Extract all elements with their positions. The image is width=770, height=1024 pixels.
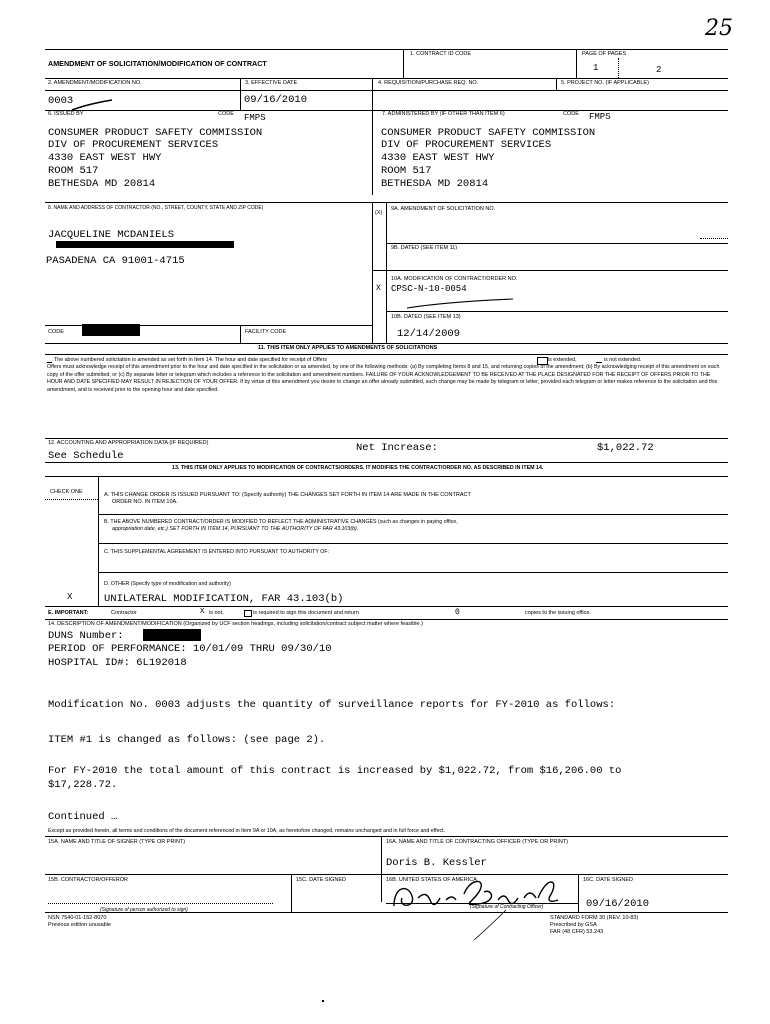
issued-by-label: 6. ISSUED BY xyxy=(48,111,84,117)
contractor-offeror-label: 15B. CONTRACTOR/OFFEROR xyxy=(48,877,128,883)
x-column-label: (X) xyxy=(375,210,383,216)
item-13a-line-1: A. THIS CHANGE ORDER IS ISSUED PURSUANT TO: (Specify authority) THE CHANGES SET FORTH IN ITEM 14 ARE MADE IN THE CONTRACT xyxy=(104,492,471,498)
facility-code-label: FACILITY CODE xyxy=(245,329,287,335)
contractor-city: PASADENA CA 91001-4715 xyxy=(46,255,185,267)
rule xyxy=(45,78,728,79)
page-count: 2 xyxy=(656,65,662,75)
divider xyxy=(291,874,292,912)
x-mark-10a: X xyxy=(376,284,381,293)
rule xyxy=(98,543,728,544)
co-name-label: 16A. NAME AND TITLE OF CONTRACTING OFFICER (TYPE OR PRINT) xyxy=(386,839,569,845)
is-not-label: is not, xyxy=(209,610,224,616)
net-increase-label: Net Increase: xyxy=(356,442,438,454)
item-11-paragraph: Offers must acknowledge receipt of this amendment prior to the hour and date specified in the solicitation or as amended, by one of the following methods: (a) By completing Items 8 and 15, and returning copies of the amendment; (b) By acknowledging receipt of this amendment on each copy of the offer submitted; or (c) By separate letter or telegram which includes a reference to the solicitation and amendment numbers. FAILURE OF YOUR ACKNOWLEDGEMENT TO BE RECEIVED AT THE PLACE DESIGNATED FOR THE RECEIPT OF OFFERS PRIOR TO THE HOUR AND DATE SPECIFIED MAY RESULT IN REJECTION OF YOUR OFFER. If by virtue of this amendment you desire to change an offer already submitted, such change may be made by telegram or letter, provided each telegram or letter makes reference to the solicitation and this amendment, and is received prior to the opening hour and date specified. xyxy=(47,364,720,393)
copies-suffix: copies to the issuing office. xyxy=(525,610,591,616)
except-text: Except as provided herein, all terms and conditions of the document referenced in Item 9A or 10A, as heretofore changed, remains unchanged and in full force and effect. xyxy=(48,828,446,834)
copies-value: 0 xyxy=(455,608,460,617)
description-label: 14. DESCRIPTION OF AMENDMENT/MODIFICATION (Organized by UCF section headings, including solicitation/contract subject matter where feasible.) xyxy=(48,621,423,627)
fy-text-line-2: $17,228.72. xyxy=(48,779,118,791)
divider xyxy=(556,78,557,90)
extended-label: is extended, xyxy=(548,357,577,363)
divider xyxy=(403,49,404,78)
dated-10b-label: 10B. DATED (SEE ITEM 13) xyxy=(391,314,461,320)
project-no-label: 5. PROJECT NO. (IF APPLICABLE) xyxy=(561,80,649,86)
top-rule xyxy=(45,49,728,50)
rule xyxy=(98,572,728,573)
mod-contract-label: 10A. MODIFICATION OF CONTRACT/ORDER NO. xyxy=(391,276,518,282)
page-number: 1 xyxy=(593,63,599,73)
rule xyxy=(45,836,728,837)
administered-by-line-3: 4330 EAST WEST HWY xyxy=(381,152,495,164)
rule xyxy=(45,90,728,91)
item-13b-line-2: appropriation date, etc.) SET FORTH IN ITEM 14, PURSUANT TO THE AUTHORITY OF FAR 43.103(b). xyxy=(112,526,359,532)
co-date-value: 09/16/2010 xyxy=(586,898,650,910)
administered-by-line-2: DIV OF PROCUREMENT SERVICES xyxy=(381,139,552,151)
page-number-mark: 25 xyxy=(705,16,733,41)
divider xyxy=(98,476,99,606)
administered-by-code-label: CODE xyxy=(563,111,579,117)
dated-9b-label: 9B. DATED (SEE ITEM 11) xyxy=(391,245,458,251)
important-label: E. IMPORTANT: xyxy=(48,610,89,616)
mod-contract-value: CPSC-N-10-0054 xyxy=(391,284,467,294)
check-stroke-mark xyxy=(70,98,114,112)
issued-by-code-label: CODE xyxy=(218,111,234,117)
not-extended-checkbox[interactable] xyxy=(596,362,602,363)
item-13d: D. OTHER (Specify type of modification and authority) xyxy=(104,581,231,587)
form-title: AMENDMENT OF SOLICITATION/MODIFICATION OF CONTRACT xyxy=(48,59,267,68)
rule xyxy=(45,343,728,344)
divider xyxy=(381,836,382,902)
usa-label: 16B. UNITED STATES OF AMERICA xyxy=(386,877,477,883)
mod-no-value: 0003 xyxy=(48,95,74,107)
prescribed-label: Prescribed by GSA xyxy=(550,922,597,928)
rule xyxy=(386,243,728,244)
dated-10b-value: 12/14/2009 xyxy=(397,328,461,340)
co-name-value: Doris B. Kessler xyxy=(386,857,487,869)
item-11-header: 11. THIS ITEM ONLY APPLIES TO AMENDMENTS OF SOLICITATIONS xyxy=(258,345,438,351)
rule xyxy=(45,354,728,355)
pen-stroke xyxy=(470,908,510,942)
check-one-label: CHECK ONE xyxy=(50,489,83,495)
duns-label: DUNS Number: xyxy=(48,630,124,642)
rule xyxy=(45,606,728,607)
item-13a-line-2: ORDER NO. IN ITEM 10A. xyxy=(112,499,178,505)
pen-stroke xyxy=(405,296,515,310)
item-1-text: ITEM #1 is changed as follows: (see page 2). xyxy=(48,734,326,746)
issued-by-line-3: 4330 EAST WEST HWY xyxy=(48,152,162,164)
administered-by-label: 7. ADMINISTERED BY (IF OTHER THAN ITEM 6) xyxy=(382,111,505,117)
signer-name-label: 15A. NAME AND TITLE OF SIGNER (TYPE OR PRINT) xyxy=(48,839,186,845)
rule xyxy=(45,874,728,875)
divider xyxy=(372,110,373,195)
contractor-date-label: 15C. DATE SIGNED xyxy=(296,877,347,883)
contractor-code-label: CODE xyxy=(48,329,64,335)
is-required-checkbox[interactable] xyxy=(244,610,252,617)
divider xyxy=(372,202,373,343)
item-13d-value: UNILATERAL MODIFICATION, FAR 43.103(b) xyxy=(104,593,344,605)
item-13c: C. THIS SUPPLEMENTAL AGREEMENT IS ENTERED INTO PURSUANT TO AUTHORITY OF: xyxy=(104,549,330,555)
divider xyxy=(618,58,619,78)
far-label: FAR (48 CFR) 53.243 xyxy=(550,929,604,935)
item-11-line-1: The above numbered solicitation is amended as set forth in Item 14. The hour and date specified for receipt of Offers xyxy=(54,357,328,363)
contractor-name: JACQUELINE MCDANIELS xyxy=(48,229,175,241)
scan-speck xyxy=(322,1000,324,1002)
administered-by-code: FMPS xyxy=(589,112,611,122)
effective-date-value: 09/16/2010 xyxy=(244,94,308,106)
contract-id-code-label: 1. CONTRACT ID CODE xyxy=(410,51,472,57)
co-sig-label: (Signature of Contracting Officer) xyxy=(470,904,544,910)
divider xyxy=(576,49,577,78)
rule xyxy=(45,438,728,439)
item-13-header: 13. THIS ITEM ONLY APPLIES TO MODIFICATION OF CONTRACTS/ORDERS. IT MODIFIES THE CONTRACT/ORDER NO. AS DESCRIBED IN ITEM 14. xyxy=(172,465,544,471)
solicitation-no-label: 9A. AMENDMENT OF SOLICITATION NO. xyxy=(391,206,496,212)
standard-form-label: STANDARD FORM 30 (REV. 10-83) xyxy=(550,915,639,921)
administered-by-line-4: ROOM 517 xyxy=(381,165,432,177)
is-required-label: is required to sign this document and return xyxy=(253,610,359,616)
redacted-duns xyxy=(143,629,201,641)
rule xyxy=(45,499,98,500)
divider xyxy=(578,874,579,912)
co-date-label: 16C. DATE SIGNED xyxy=(583,877,634,883)
divider xyxy=(240,78,241,110)
issued-by-line-1: CONSUMER PRODUCT SAFETY COMMISSION xyxy=(48,127,263,139)
item-13d-check: X xyxy=(67,592,73,602)
fy-text-line-1: For FY-2010 the total amount of this contract is increased by $1,022.72, from $16,206.00 to xyxy=(48,765,622,777)
administered-by-line-5: BETHESDA MD 20814 xyxy=(381,178,489,190)
issued-by-code: FMPS xyxy=(244,113,266,123)
contractor-sig-label: (Signature of person authorized to sign) xyxy=(100,907,188,913)
divider xyxy=(386,202,387,343)
rule xyxy=(386,311,728,312)
not-extended-label: is not extended. xyxy=(604,357,642,363)
divider xyxy=(372,78,373,110)
modification-text: Modification No. 0003 adjusts the quantity of surveillance reports for FY-2010 as follows: xyxy=(48,699,616,711)
continued-text: Continued … xyxy=(48,811,118,823)
issued-by-line-5: BETHESDA MD 20814 xyxy=(48,178,156,190)
divider xyxy=(240,325,241,343)
net-increase-value: $1,022.72 xyxy=(597,442,654,454)
checkbox-blank xyxy=(47,362,52,363)
redacted-address xyxy=(56,241,234,248)
accounting-label: 12. ACCOUNTING AND APPROPRIATION DATA (IF REQUIRED) xyxy=(48,440,209,446)
contractor-label: 8. NAME AND ADDRESS OF CONTRACTOR (NO., STREET, COUNTY, STATE AND ZIP CODE) xyxy=(48,205,264,211)
hospital-id: HOSPITAL ID#: 6L192018 xyxy=(48,657,187,669)
is-not-mark: X xyxy=(200,608,205,616)
rule xyxy=(45,462,728,463)
issued-by-line-2: DIV OF PROCUREMENT SERVICES xyxy=(48,139,219,151)
period-of-performance: PERIOD OF PERFORMANCE: 10/01/09 THRU 09/30/10 xyxy=(48,643,332,655)
accounting-value: See Schedule xyxy=(48,450,124,462)
administered-by-line-1: CONSUMER PRODUCT SAFETY COMMISSION xyxy=(381,127,596,139)
redacted-code xyxy=(82,324,140,336)
rule xyxy=(700,238,728,239)
nsn-label: NSN 7540-01-152-8070 xyxy=(48,915,107,921)
signature-line xyxy=(48,903,273,904)
effective-date-label: 3. EFFECTIVE DATE xyxy=(245,80,298,86)
contractor-word: Contractor xyxy=(111,610,137,616)
rule xyxy=(45,476,728,477)
item-13b-line-1: B. THE ABOVE NUMBERED CONTRACT/ORDER IS MODIFIED TO REFLECT THE ADMINISTRATIVE CHANGES (such as changes in paying office, xyxy=(104,519,458,525)
page-of-pages-label: PAGE OF PAGES xyxy=(582,51,627,57)
issued-by-line-4: ROOM 517 xyxy=(48,165,99,177)
rule xyxy=(45,619,728,620)
rule xyxy=(372,270,728,271)
requisition-label: 4. REQUISITION/PURCHASE REQ. NO. xyxy=(378,80,479,86)
previous-edition-label: Previous edition unusable xyxy=(48,922,111,928)
rule xyxy=(45,912,728,913)
mod-no-label: 2. AMENDMENT/MODIFICATION NO. xyxy=(48,80,142,86)
rule xyxy=(98,514,728,515)
